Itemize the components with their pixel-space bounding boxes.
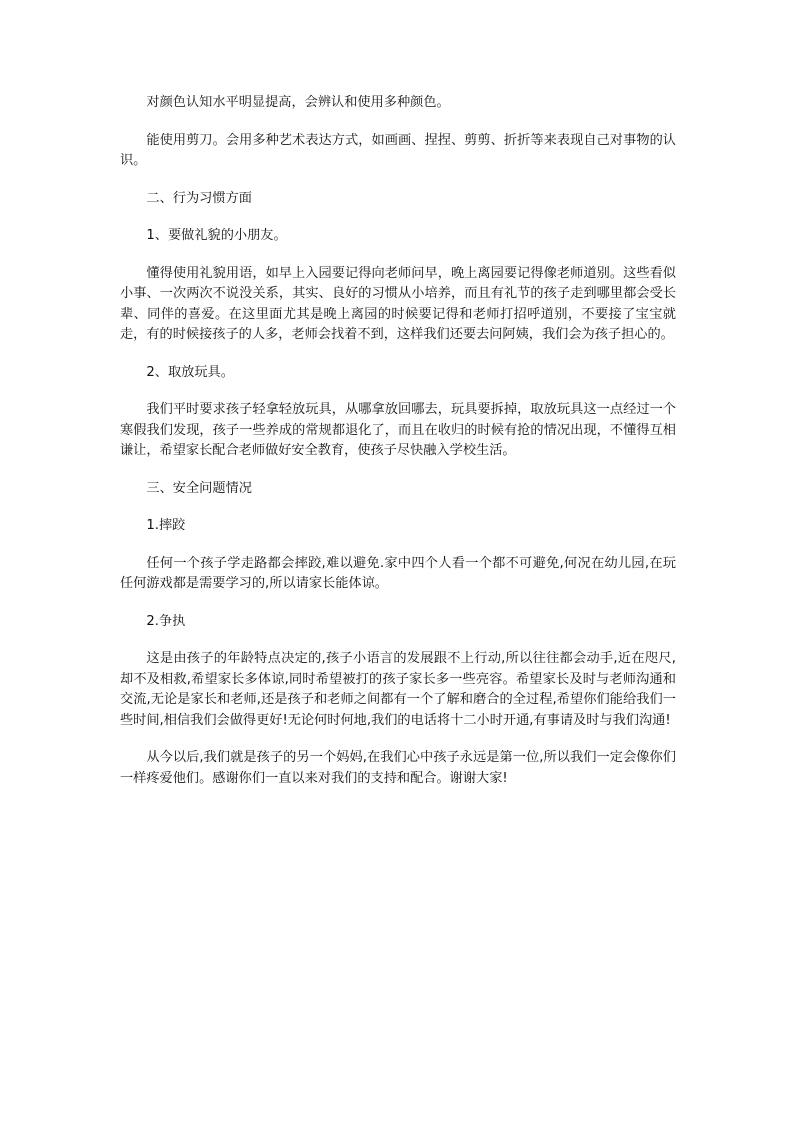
paragraph-toys: 我们平时要求孩子轻拿轻放玩具，从哪拿放回哪去，玩具要拆掉，取放玩具这一点经过一个寒假我们发现，孩子一些养成的常规都退化了，而且在收归的时候有抢的情况出现，不懂得互相谦让，希望家长配合老师做好安全教育，使孩子尽快融入学校生活。: [120, 402, 676, 458]
paragraph-closing: 从今以后,我们就是孩子的另一个妈妈,在我们心中孩子永远是第一位,所以我们一定会像你们一样疼爱他们。感谢你们一直以来对我们的支持和配合。谢谢大家!: [120, 750, 676, 786]
subheading-disputes: 2.争执: [146, 613, 186, 629]
paragraph-scissors-art: 能使用剪刀。会用多种艺术表达方式，如画画、捏捏、剪剪、折折等来表现自己对事物的认识。: [120, 132, 676, 168]
paragraph-falls: 任何一个孩子学走路都会摔跤,难以避免.家中四个人看一个都不可避免,何况在幼儿园,在玩任何游戏都是需要学习的,所以请家长能体谅。: [120, 555, 676, 591]
subheading-polite-child: 1、要做礼貌的小朋友。: [146, 228, 287, 243]
paragraph-disputes: 这是由孩子的年龄特点决定的,孩子小语言的发展跟不上行动,所以往往都会动手,近在咫尺,却不及相救,希望家长多体谅,同时希望被打的孩子家长多一些亮容。希望家长及时与老师沟通和交流,无论是家长和老师,还是孩子和老师之间都有一个了解和磨合的全过程,希望你们能给我们一些时间,相信我们会做得更好!无论何时何地,我们的电话将十二小时开通,有事请及时与我们沟通!: [120, 651, 676, 728]
subheading-falls: 1.摔跤: [146, 518, 186, 533]
section-heading-safety: 三、安全问题情况: [146, 480, 252, 496]
document-body: [120, 93, 676, 789]
subheading-toys: 2、取放玩具。: [146, 364, 234, 380]
section-heading-behavior-habits: 二、行为习惯方面: [146, 190, 252, 206]
paragraph-polite-language: 懂得使用礼貌用语，如早上入园要记得向老师问早，晚上离园要记得像老师道别。这些看似小事、一次两次不说没关系，其实、良好的习惯从小培养，而且有礼节的孩子走到哪里都会受长辈、同伴的喜爱。在这里面尤其是晚上离园的时候要记得和老师打招呼道别，不要接了宝宝就走，有的时候接孩子的人多，老师会找着不到，这样我们还要去问阿姨，我们会为孩子担心的。: [120, 265, 676, 342]
paragraph-color-recognition: 对颜色认知水平明显提高，会辨认和使用多种颜色。: [146, 95, 450, 110]
